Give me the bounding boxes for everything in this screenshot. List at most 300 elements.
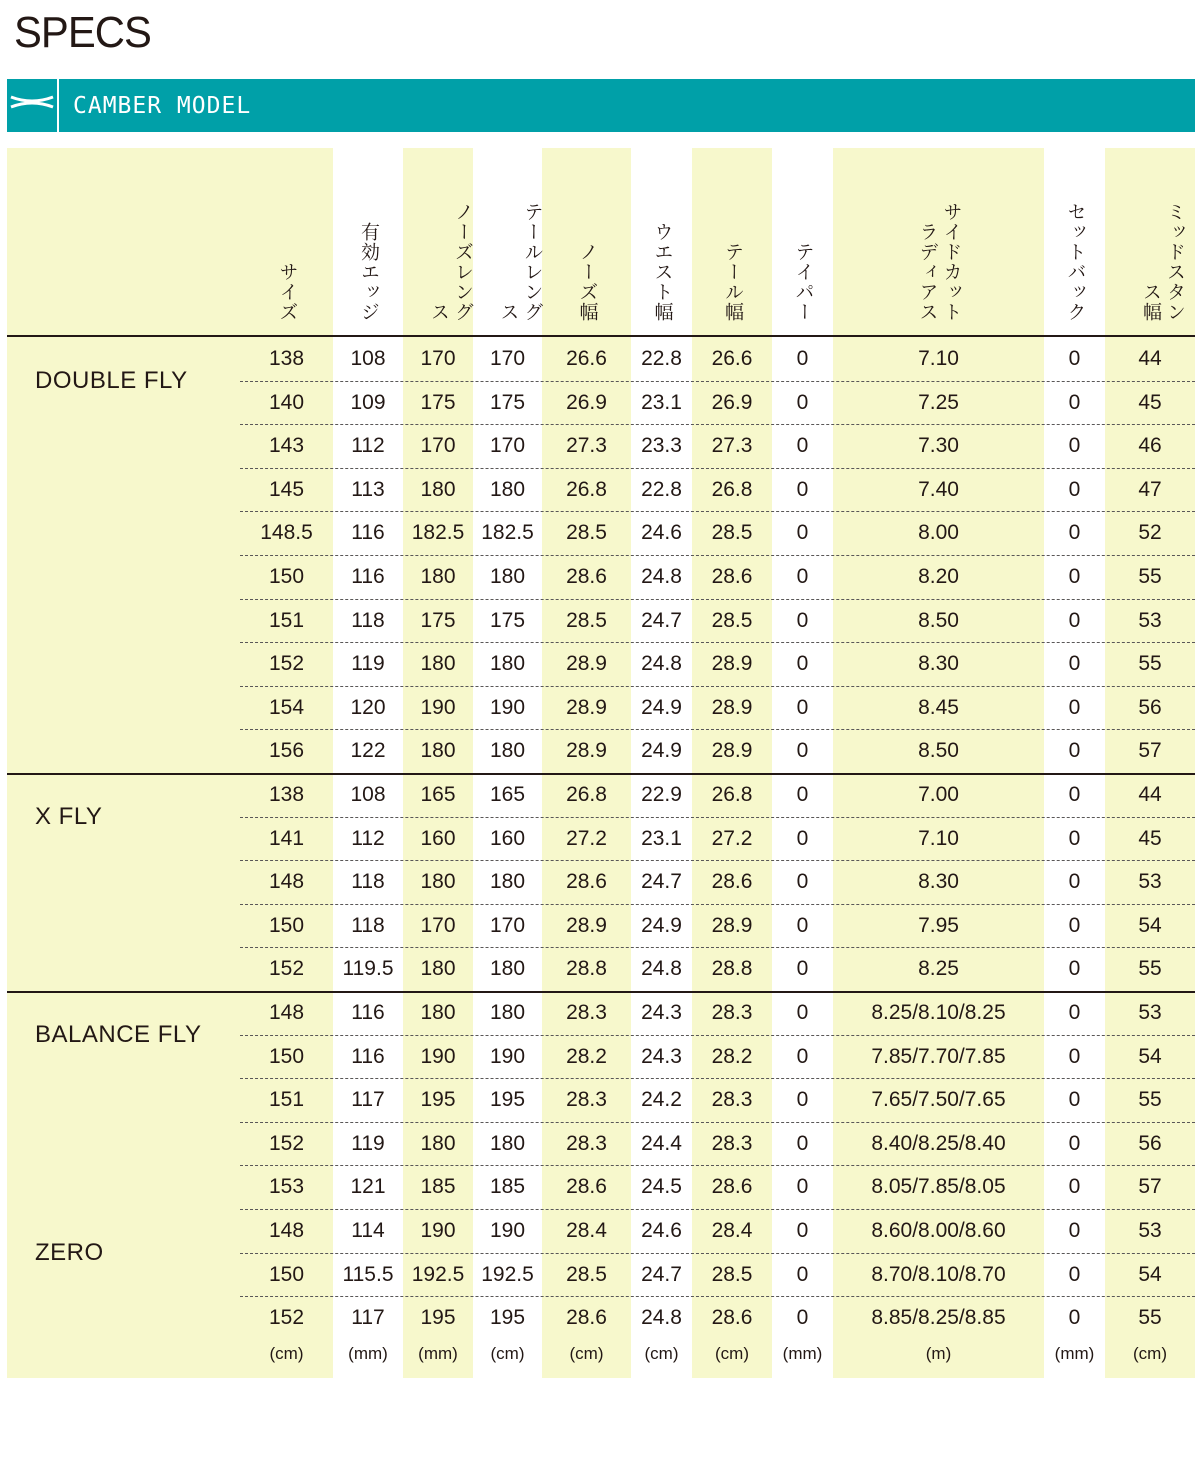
- row-divider: [240, 947, 1195, 948]
- table-cell-tail_w: 27.2: [711, 826, 753, 850]
- header-divider: [7, 335, 1195, 337]
- model-column-background: [7, 148, 240, 1378]
- table-cell-mid_stance: 54: [1138, 1262, 1162, 1286]
- table-cell-setback: 0: [1068, 1088, 1081, 1112]
- table-cell-nose_len: 182.5: [411, 521, 465, 545]
- table-cell-setback: 0: [1068, 521, 1081, 545]
- column-header-sidecut: サイドカット ラディアス: [916, 202, 962, 322]
- table-cell-sidecut: 8.05/7.85/8.05: [871, 1175, 1006, 1199]
- table-cell-taper: 0: [796, 1306, 809, 1330]
- table-cell-sidecut: 8.25/8.10/8.25: [871, 1001, 1006, 1024]
- table-cell-nose_w: 27.2: [566, 826, 607, 850]
- table-cell-tail_len: 170: [489, 434, 526, 458]
- table-cell-taper: 0: [796, 739, 809, 763]
- table-cell-edge: 118: [351, 608, 385, 632]
- table-cell-nose_len: 192.5: [411, 1262, 465, 1286]
- table-cell-tail_len: 190: [489, 1044, 526, 1068]
- table-cell-mid_stance: 46: [1138, 434, 1162, 458]
- table-cell-sidecut: 8.00: [918, 521, 959, 545]
- table-cell-sidecut: 8.45: [918, 695, 959, 719]
- row-divider: [240, 1035, 1195, 1036]
- table-cell-tail_w: 26.9: [711, 390, 753, 414]
- table-cell-mid_stance: 55: [1138, 1088, 1162, 1112]
- column-header-tail_w: テール幅: [722, 242, 743, 322]
- unit-sidecut: (m): [925, 1344, 952, 1363]
- table-cell-taper: 0: [796, 1131, 809, 1155]
- table-cell-edge: 112: [351, 826, 385, 850]
- table-cell-waist_w: 24.9: [641, 913, 682, 937]
- table-cell-edge: 121: [350, 1175, 386, 1199]
- table-cell-taper: 0: [796, 695, 809, 719]
- table-cell-nose_len: 195: [420, 1088, 456, 1112]
- table-cell-nose_w: 28.5: [566, 1262, 607, 1286]
- table-cell-nose_w: 28.3: [566, 1088, 607, 1112]
- table-cell-tail_w: 28.3: [711, 1001, 753, 1024]
- table-cell-nose_w: 28.4: [566, 1219, 607, 1242]
- table-cell-tail_w: 28.6: [711, 1175, 753, 1199]
- table-cell-size: 150: [268, 913, 305, 937]
- table-cell-sidecut: 7.25: [918, 390, 959, 414]
- table-cell-mid_stance: 55: [1138, 565, 1162, 588]
- table-cell-waist_w: 24.3: [641, 1001, 682, 1024]
- row-divider: [240, 1253, 1195, 1254]
- table-cell-tail_len: 180: [489, 739, 526, 763]
- table-cell-edge: 116: [351, 565, 385, 588]
- table-cell-nose_len: 180: [420, 1131, 456, 1155]
- row-divider: [240, 1078, 1195, 1079]
- table-cell-nose_w: 28.5: [566, 608, 607, 632]
- table-cell-nose_w: 28.9: [566, 913, 607, 937]
- table-cell-taper: 0: [796, 1175, 809, 1199]
- table-cell-taper: 0: [796, 608, 809, 632]
- table-cell-mid_stance: 54: [1138, 1044, 1162, 1068]
- table-cell-mid_stance: 45: [1138, 390, 1162, 414]
- row-divider: [240, 860, 1195, 861]
- table-cell-setback: 0: [1068, 1175, 1081, 1199]
- table-cell-mid_stance: 53: [1138, 1001, 1162, 1024]
- table-cell-waist_w: 22.9: [641, 783, 682, 806]
- unit-setback: (mm): [1054, 1344, 1095, 1363]
- table-cell-tail_w: 28.8: [711, 957, 753, 981]
- table-cell-nose_w: 28.6: [566, 1175, 607, 1199]
- table-cell-nose_w: 28.6: [566, 870, 607, 894]
- table-cell-taper: 0: [796, 783, 809, 806]
- table-cell-tail_w: 26.6: [711, 347, 753, 370]
- table-cell-tail_w: 26.8: [711, 783, 753, 806]
- row-divider: [240, 686, 1195, 687]
- table-cell-nose_len: 185: [420, 1175, 456, 1199]
- table-cell-taper: 0: [796, 347, 809, 370]
- table-cell-size: 140: [268, 390, 305, 414]
- table-cell-waist_w: 22.8: [641, 477, 682, 501]
- row-divider: [240, 468, 1195, 469]
- table-cell-size: 145: [268, 477, 305, 501]
- table-cell-edge: 118: [351, 870, 385, 894]
- row-divider: [240, 511, 1195, 512]
- table-cell-edge: 122: [350, 739, 386, 763]
- table-cell-waist_w: 24.6: [641, 521, 682, 545]
- table-cell-edge: 114: [351, 1219, 385, 1242]
- table-cell-edge: 112: [351, 434, 385, 458]
- table-cell-mid_stance: 52: [1138, 521, 1162, 545]
- table-cell-waist_w: 23.1: [641, 390, 682, 414]
- table-cell-tail_len: 175: [489, 390, 526, 414]
- table-cell-edge: 116: [351, 1001, 385, 1024]
- table-cell-tail_w: 28.5: [711, 521, 753, 545]
- table-cell-size: 152: [268, 652, 305, 676]
- table-cell-sidecut: 7.95: [918, 913, 959, 937]
- table-cell-sidecut: 7.10: [918, 826, 959, 850]
- camber-wave-icon: [7, 79, 59, 132]
- column-header-tail_len: テールレングス: [497, 202, 543, 322]
- table-cell-sidecut: 8.70/8.10/8.70: [871, 1262, 1006, 1286]
- table-cell-tail_len: 180: [489, 565, 526, 588]
- table-cell-size: 150: [268, 1044, 305, 1068]
- table-cell-tail_w: 26.8: [711, 477, 753, 501]
- camber-model-banner: [7, 79, 1195, 132]
- table-cell-waist_w: 24.3: [641, 1044, 682, 1068]
- table-cell-setback: 0: [1068, 695, 1081, 719]
- table-cell-tail_w: 28.3: [711, 1088, 753, 1112]
- table-cell-sidecut: 8.20: [918, 565, 959, 588]
- table-cell-waist_w: 24.8: [641, 957, 682, 981]
- table-cell-nose_w: 28.8: [566, 957, 607, 981]
- table-cell-tail_w: 28.6: [711, 870, 753, 894]
- row-divider: [240, 599, 1195, 600]
- table-cell-waist_w: 23.1: [641, 826, 682, 850]
- table-cell-taper: 0: [796, 957, 809, 981]
- table-cell-mid_stance: 53: [1138, 1219, 1162, 1242]
- table-cell-nose_w: 28.9: [566, 739, 607, 763]
- table-cell-waist_w: 24.6: [641, 1219, 682, 1242]
- table-cell-taper: 0: [796, 565, 809, 588]
- table-cell-sidecut: 7.40: [918, 477, 959, 501]
- table-cell-tail_len: 190: [489, 695, 526, 719]
- row-divider: [240, 424, 1195, 425]
- table-cell-size: 156: [268, 739, 305, 763]
- table-cell-size: 152: [268, 1306, 305, 1330]
- table-cell-nose_len: 190: [420, 1044, 456, 1068]
- row-divider: [240, 642, 1195, 643]
- row-divider: [240, 555, 1195, 556]
- table-cell-nose_w: 28.6: [566, 1306, 607, 1330]
- table-cell-tail_len: 160: [489, 826, 526, 850]
- table-cell-waist_w: 24.9: [641, 695, 682, 719]
- table-cell-size: 148.5: [260, 521, 313, 545]
- table-cell-nose_w: 26.6: [566, 347, 607, 370]
- table-cell-size: 154: [268, 695, 305, 719]
- table-cell-taper: 0: [796, 1262, 809, 1286]
- table-cell-mid_stance: 44: [1138, 347, 1162, 370]
- column-header-setback: セットバック: [1064, 202, 1086, 322]
- table-cell-edge: 115.5: [342, 1262, 394, 1286]
- table-cell-tail_len: 180: [489, 477, 526, 501]
- table-cell-mid_stance: 53: [1138, 870, 1162, 894]
- table-cell-setback: 0: [1068, 1219, 1081, 1242]
- row-divider: [240, 817, 1195, 818]
- unit-tail_len: (cm): [490, 1344, 525, 1363]
- table-cell-nose_len: 180: [420, 957, 456, 981]
- table-cell-setback: 0: [1068, 739, 1081, 763]
- table-cell-size: 138: [268, 783, 305, 806]
- table-cell-size: 141: [268, 826, 305, 850]
- table-cell-size: 153: [268, 1175, 305, 1199]
- table-cell-nose_len: 195: [420, 1306, 456, 1330]
- table-cell-nose_len: 180: [420, 565, 456, 588]
- table-cell-tail_len: 190: [489, 1219, 526, 1242]
- table-cell-edge: 116: [351, 1044, 385, 1068]
- table-cell-tail_len: 180: [489, 1001, 526, 1024]
- table-cell-nose_len: 170: [420, 434, 456, 458]
- table-cell-setback: 0: [1068, 1001, 1081, 1024]
- unit-nose_len: (mm): [418, 1344, 458, 1363]
- table-cell-edge: 116: [351, 521, 385, 545]
- table-cell-tail_len: 185: [489, 1175, 526, 1199]
- table-cell-nose_w: 28.5: [566, 521, 607, 545]
- table-cell-tail_len: 180: [489, 870, 526, 894]
- banner-label: CAMBER MODEL: [73, 93, 252, 119]
- table-cell-setback: 0: [1068, 913, 1081, 937]
- table-cell-sidecut: 8.50: [918, 739, 959, 763]
- table-cell-setback: 0: [1068, 477, 1081, 501]
- table-cell-tail_len: 192.5: [481, 1262, 534, 1286]
- table-cell-size: 152: [268, 957, 305, 981]
- table-cell-size: 143: [268, 434, 305, 458]
- table-cell-tail_w: 28.4: [711, 1219, 753, 1242]
- row-divider: [240, 1165, 1195, 1166]
- table-cell-edge: 109: [350, 390, 386, 414]
- table-cell-sidecut: 8.50: [918, 608, 959, 632]
- table-cell-tail_w: 28.5: [711, 1262, 753, 1286]
- table-cell-taper: 0: [796, 477, 809, 501]
- table-cell-nose_w: 28.3: [566, 1001, 607, 1024]
- table-cell-waist_w: 24.7: [641, 870, 682, 894]
- table-cell-nose_len: 180: [420, 870, 456, 894]
- table-cell-sidecut: 8.85/8.25/8.85: [871, 1306, 1006, 1330]
- column-header-nose_len: ノーズレングス: [428, 202, 473, 322]
- table-cell-mid_stance: 57: [1138, 1175, 1162, 1199]
- unit-size: (cm): [269, 1344, 304, 1363]
- specs-table: [7, 148, 1195, 1378]
- table-cell-nose_len: 190: [420, 1219, 456, 1242]
- table-cell-taper: 0: [796, 1044, 809, 1068]
- table-cell-nose_len: 175: [420, 390, 456, 414]
- table-cell-nose_len: 175: [420, 608, 456, 632]
- table-cell-setback: 0: [1068, 1306, 1081, 1330]
- table-cell-size: 150: [268, 565, 305, 588]
- table-cell-nose_len: 165: [420, 783, 456, 806]
- table-cell-edge: 119: [351, 1131, 385, 1155]
- table-cell-edge: 120: [350, 695, 386, 719]
- table-cell-tail_w: 28.6: [711, 565, 753, 588]
- page-title: SPECS: [14, 8, 151, 57]
- table-cell-sidecut: 8.25: [918, 957, 959, 981]
- table-cell-waist_w: 24.8: [641, 565, 682, 588]
- table-cell-mid_stance: 57: [1138, 739, 1162, 763]
- column-header-mid_stance: ミッドスタンス幅: [1140, 202, 1185, 322]
- unit-taper: (mm): [782, 1344, 823, 1363]
- table-cell-setback: 0: [1068, 390, 1081, 414]
- table-cell-edge: 117: [351, 1306, 385, 1330]
- table-cell-edge: 119: [351, 652, 385, 676]
- table-cell-setback: 0: [1068, 826, 1081, 850]
- table-cell-mid_stance: 47: [1138, 477, 1162, 501]
- table-cell-taper: 0: [796, 870, 809, 894]
- table-cell-nose_w: 28.6: [566, 565, 607, 588]
- table-cell-size: 151: [268, 608, 305, 632]
- table-cell-nose_len: 170: [420, 913, 456, 937]
- table-cell-mid_stance: 53: [1138, 608, 1162, 632]
- table-cell-setback: 0: [1068, 1044, 1081, 1068]
- table-cell-size: 148: [268, 1001, 305, 1024]
- table-cell-waist_w: 24.4: [641, 1131, 682, 1155]
- column-header-edge: 有効エッジ: [358, 222, 379, 322]
- table-cell-setback: 0: [1068, 608, 1081, 632]
- table-cell-mid_stance: 55: [1138, 652, 1162, 676]
- table-cell-nose_w: 28.9: [566, 652, 607, 676]
- table-cell-nose_len: 180: [420, 1001, 456, 1024]
- table-cell-nose_w: 27.3: [566, 434, 607, 458]
- table-cell-sidecut: 7.00: [918, 783, 959, 806]
- table-cell-tail_w: 27.3: [711, 434, 753, 458]
- table-cell-edge: 108: [350, 347, 386, 370]
- table-cell-nose_w: 26.8: [566, 477, 607, 501]
- unit-mid_stance: (cm): [1133, 1344, 1167, 1363]
- table-cell-setback: 0: [1068, 565, 1081, 588]
- table-cell-size: 150: [268, 1262, 305, 1286]
- table-cell-waist_w: 24.8: [641, 652, 682, 676]
- table-cell-nose_len: 180: [420, 477, 456, 501]
- table-cell-setback: 0: [1068, 347, 1081, 370]
- unit-nose_w: (cm): [569, 1344, 604, 1363]
- table-cell-nose_len: 170: [420, 347, 456, 370]
- table-cell-tail_len: 195: [489, 1306, 526, 1330]
- table-cell-size: 152: [268, 1131, 305, 1155]
- table-cell-setback: 0: [1068, 1262, 1081, 1286]
- table-cell-tail_w: 28.6: [711, 1306, 753, 1330]
- table-cell-sidecut: 8.30: [918, 652, 959, 676]
- table-cell-taper: 0: [796, 652, 809, 676]
- table-cell-tail_len: 170: [489, 913, 526, 937]
- table-cell-size: 148: [268, 870, 305, 894]
- table-cell-tail_w: 28.9: [711, 739, 753, 763]
- table-cell-mid_stance: 45: [1138, 826, 1162, 850]
- table-cell-sidecut: 8.60/8.00/8.60: [871, 1219, 1006, 1242]
- table-cell-tail_len: 180: [489, 652, 526, 676]
- table-cell-waist_w: 24.9: [641, 739, 682, 763]
- table-cell-nose_w: 28.2: [566, 1044, 607, 1068]
- table-cell-waist_w: 24.7: [641, 608, 682, 632]
- table-cell-taper: 0: [796, 826, 809, 850]
- table-cell-taper: 0: [796, 521, 809, 545]
- table-cell-taper: 0: [796, 1088, 809, 1112]
- table-cell-edge: 119.5: [342, 957, 394, 981]
- table-cell-mid_stance: 44: [1138, 783, 1162, 806]
- table-cell-sidecut: 7.85/7.70/7.85: [871, 1044, 1006, 1068]
- table-cell-nose_w: 28.9: [566, 695, 607, 719]
- column-header-taper: テイパー: [792, 242, 814, 322]
- table-cell-nose_len: 180: [420, 652, 456, 676]
- table-cell-taper: 0: [796, 390, 809, 414]
- table-cell-waist_w: 24.2: [641, 1088, 682, 1112]
- table-cell-tail_len: 182.5: [481, 521, 534, 545]
- table-cell-sidecut: 8.40/8.25/8.40: [871, 1131, 1006, 1155]
- table-cell-edge: 108: [350, 783, 386, 806]
- table-cell-edge: 113: [351, 477, 385, 501]
- row-divider: [240, 1296, 1195, 1297]
- table-cell-taper: 0: [796, 913, 809, 937]
- model-name: ZERO: [35, 1239, 104, 1266]
- table-cell-setback: 0: [1068, 870, 1081, 894]
- table-cell-nose_w: 28.3: [566, 1131, 607, 1155]
- table-cell-mid_stance: 56: [1138, 1131, 1162, 1155]
- table-cell-tail_w: 28.9: [711, 652, 753, 676]
- table-cell-nose_w: 26.9: [566, 390, 607, 414]
- table-cell-tail_w: 28.9: [711, 913, 753, 937]
- table-cell-sidecut: 7.65/7.50/7.65: [871, 1088, 1006, 1112]
- table-cell-mid_stance: 55: [1138, 957, 1162, 981]
- table-cell-waist_w: 24.8: [641, 1306, 682, 1330]
- table-cell-tail_len: 180: [489, 957, 526, 981]
- table-cell-waist_w: 22.8: [641, 347, 682, 370]
- table-cell-tail_len: 195: [489, 1088, 526, 1112]
- table-cell-setback: 0: [1068, 652, 1081, 676]
- table-cell-sidecut: 7.10: [918, 347, 959, 370]
- table-cell-tail_len: 165: [489, 783, 526, 806]
- table-cell-size: 148: [268, 1219, 305, 1242]
- table-cell-edge: 118: [351, 913, 385, 937]
- model-name: X FLY: [35, 803, 103, 830]
- table-cell-mid_stance: 55: [1138, 1306, 1162, 1330]
- row-divider: [240, 729, 1195, 730]
- table-cell-setback: 0: [1068, 434, 1081, 458]
- table-cell-tail_w: 28.2: [711, 1044, 753, 1068]
- table-cell-taper: 0: [796, 1001, 809, 1024]
- table-cell-waist_w: 24.5: [641, 1175, 682, 1199]
- row-divider: [240, 1122, 1195, 1123]
- model-name: BALANCE FLY: [35, 1021, 202, 1048]
- table-cell-size: 151: [268, 1088, 305, 1112]
- table-cell-nose_len: 180: [420, 739, 456, 763]
- table-cell-tail_len: 175: [489, 608, 526, 632]
- column-header-nose_w: ノーズ幅: [576, 242, 598, 322]
- table-cell-edge: 117: [351, 1088, 385, 1112]
- row-divider: [240, 904, 1195, 905]
- table-cell-tail_len: 180: [489, 1131, 526, 1155]
- table-cell-mid_stance: 56: [1138, 695, 1162, 719]
- table-cell-mid_stance: 54: [1138, 913, 1162, 937]
- unit-tail_w: (cm): [715, 1344, 749, 1363]
- table-cell-nose_w: 26.8: [566, 783, 607, 806]
- table-cell-sidecut: 8.30: [918, 870, 959, 894]
- model-name: DOUBLE FLY: [35, 367, 188, 394]
- table-cell-setback: 0: [1068, 957, 1081, 981]
- table-cell-taper: 0: [796, 1219, 809, 1242]
- table-cell-waist_w: 24.7: [641, 1262, 682, 1286]
- column-header-size: サイズ: [276, 262, 298, 322]
- table-cell-taper: 0: [796, 434, 809, 458]
- unit-waist_w: (cm): [644, 1344, 679, 1363]
- table-cell-sidecut: 7.30: [918, 434, 959, 458]
- unit-edge: (mm): [348, 1344, 388, 1363]
- table-cell-setback: 0: [1068, 1131, 1081, 1155]
- table-cell-tail_len: 170: [489, 347, 526, 370]
- table-cell-nose_len: 160: [420, 826, 456, 850]
- table-cell-size: 138: [268, 347, 305, 370]
- table-cell-tail_w: 28.9: [711, 695, 753, 719]
- table-cell-tail_w: 28.3: [711, 1131, 753, 1155]
- table-cell-setback: 0: [1068, 783, 1081, 806]
